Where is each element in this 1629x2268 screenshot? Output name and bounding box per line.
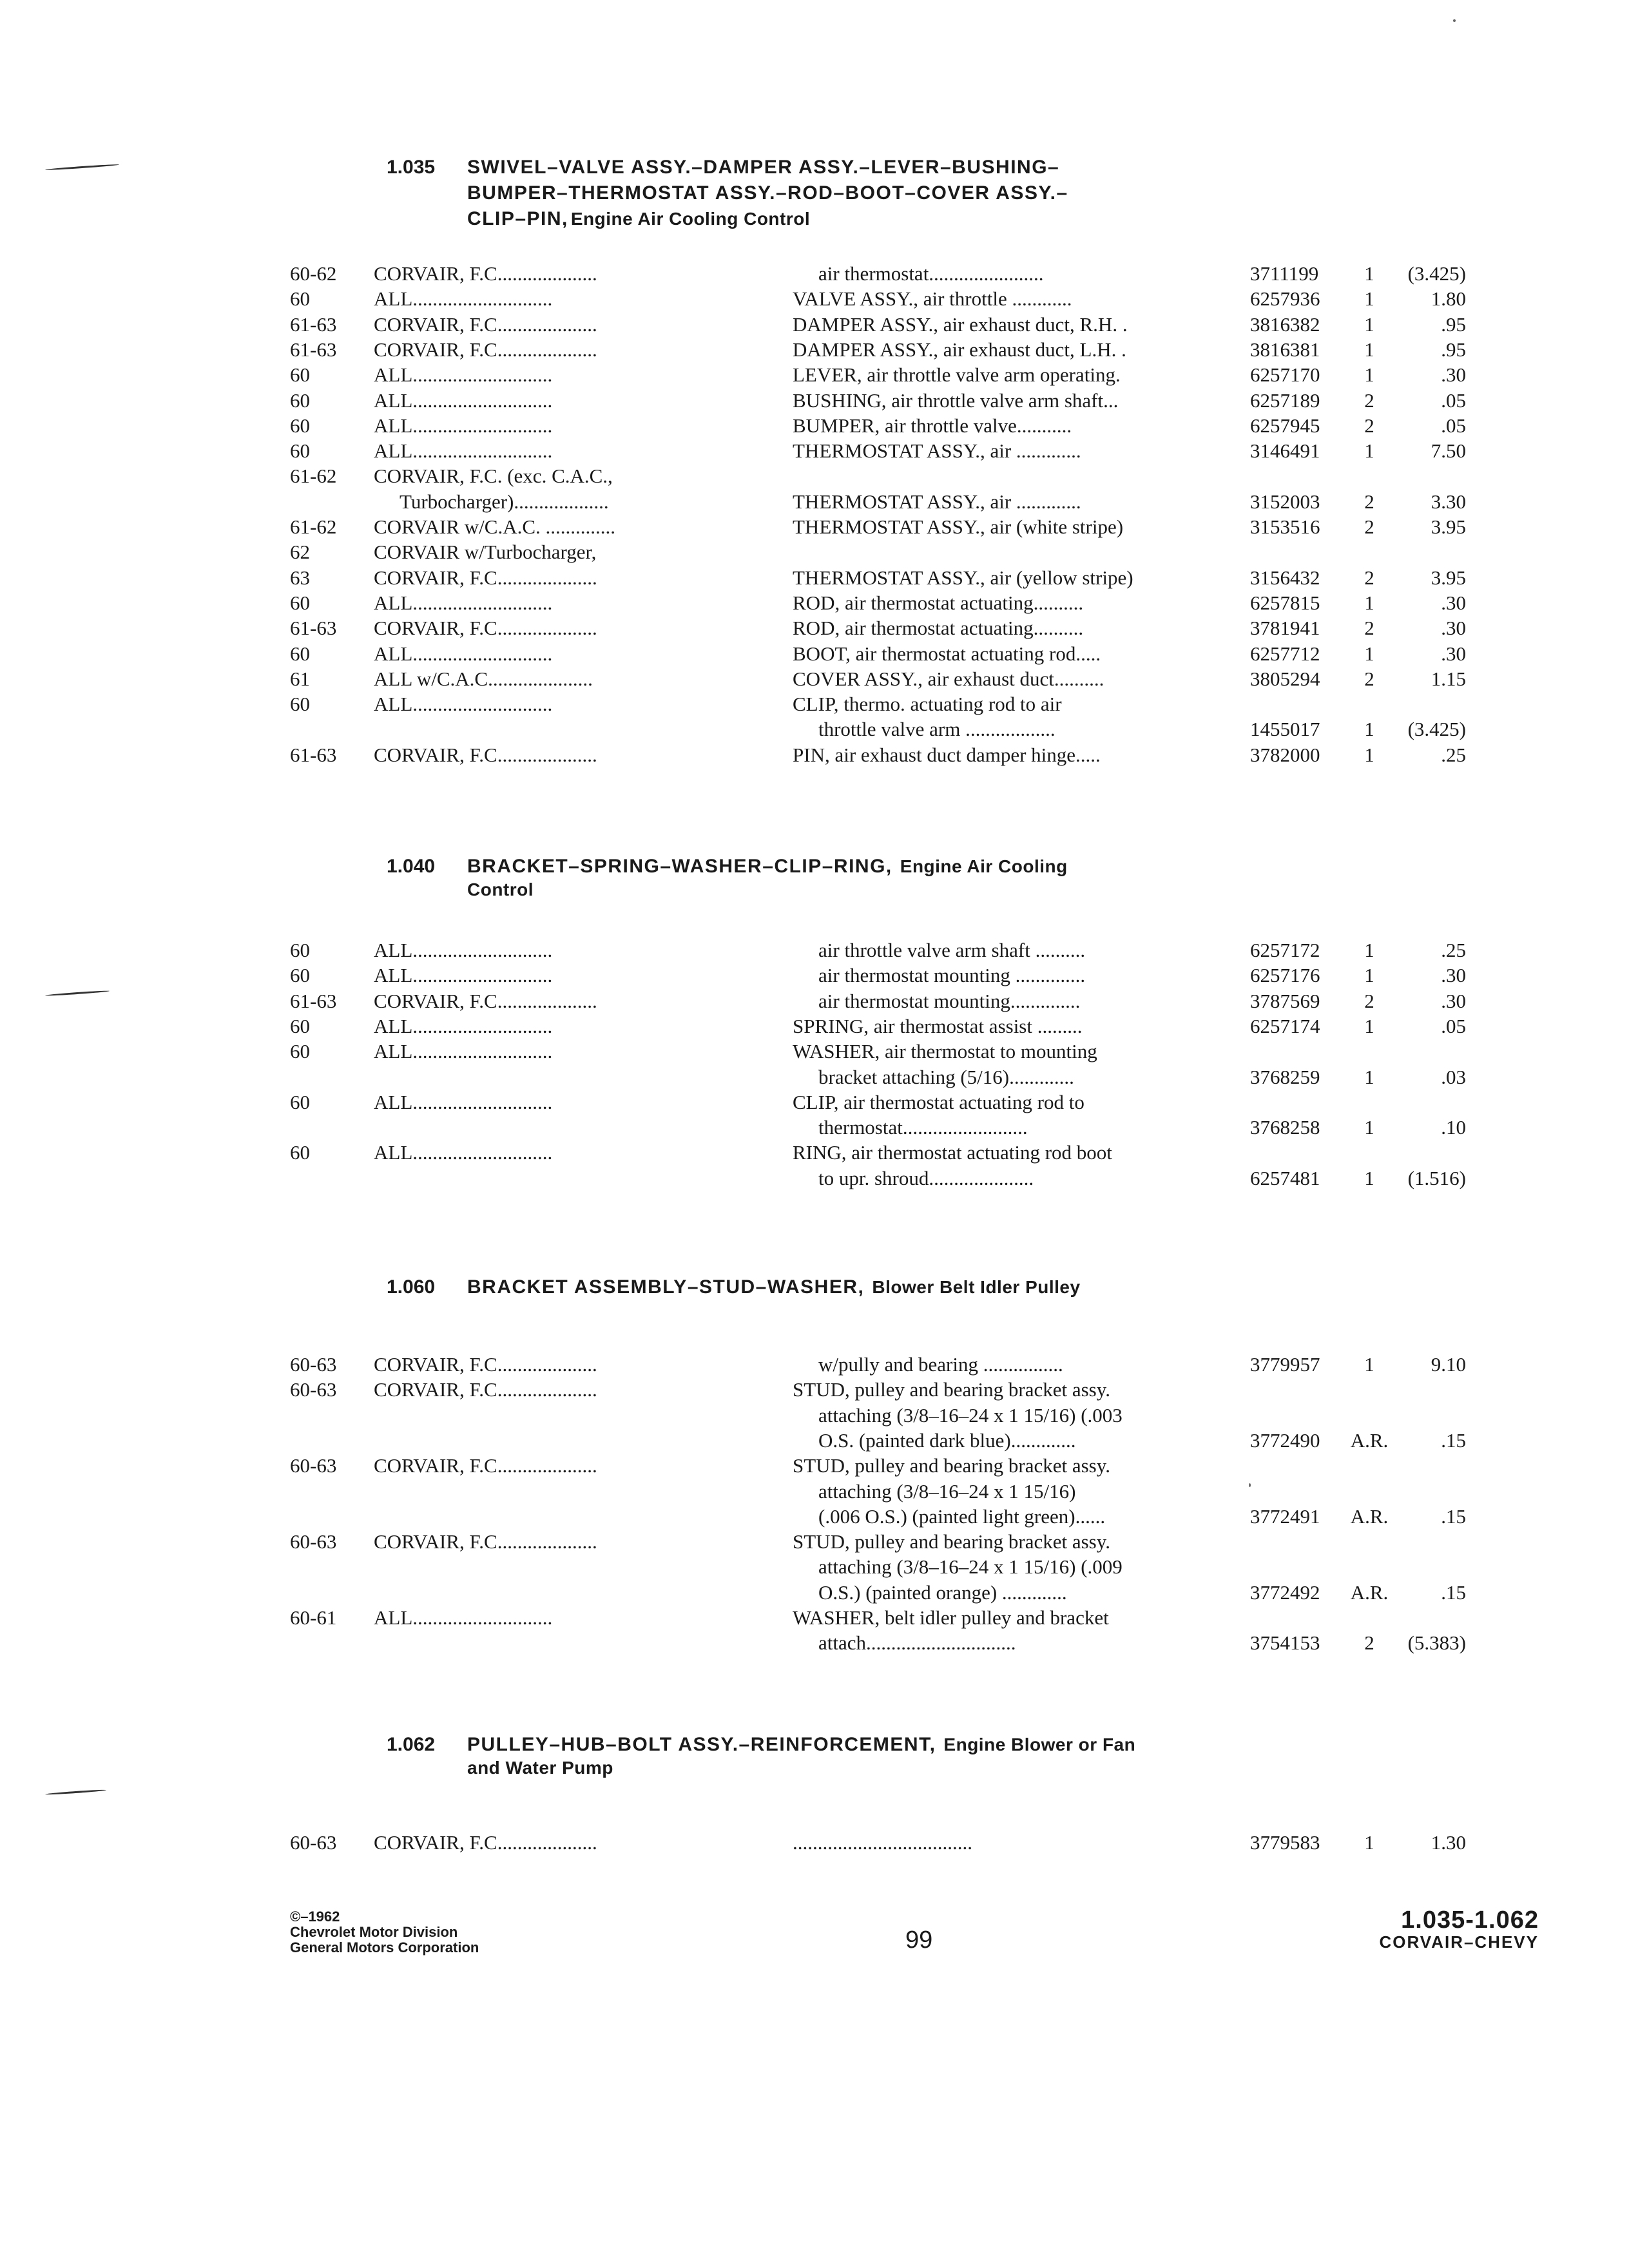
section-title-line: BRACKET ASSEMBLY–STUD–WASHER, xyxy=(467,1276,865,1298)
quantity: 1 xyxy=(1364,287,1374,311)
table-row xyxy=(0,1115,1629,1140)
section-heading-1062 xyxy=(387,1732,1418,1778)
model-year: 60 xyxy=(290,287,310,311)
quantity: 2 xyxy=(1364,515,1374,538)
section-number: 1.040 xyxy=(387,856,436,877)
table-row xyxy=(0,1377,1629,1403)
price: .30 xyxy=(1441,964,1466,987)
part-number: 3779583 xyxy=(1250,1831,1320,1854)
table-row xyxy=(0,261,1629,287)
model-year: 60-63 xyxy=(290,1454,337,1477)
model-year: 60 xyxy=(290,1014,310,1037)
table-row xyxy=(0,691,1629,717)
price: .25 xyxy=(1441,939,1466,961)
section-subtitle-cont: Control xyxy=(467,879,534,899)
model-year: 60 xyxy=(290,693,310,716)
quantity: 2 xyxy=(1364,1631,1374,1655)
table-row xyxy=(0,1064,1629,1090)
quantity: 1 xyxy=(1364,312,1374,336)
section-title-line: BRACKET–SPRING–WASHER–CLIP–RING, xyxy=(467,856,892,877)
table-row xyxy=(0,937,1629,963)
page-number: 99 xyxy=(905,1927,933,1954)
price: 1.30 xyxy=(1431,1831,1466,1854)
model-applicability: CORVAIR, F.C. (exc. C.A.C., xyxy=(374,465,613,488)
part-description: attaching (3/8–16–24 x 1 15/16) (.009 xyxy=(818,1555,1123,1579)
section-title-line: SWIVEL–VALVE ASSY.–DAMPER ASSY.–LEVER–BUSHING– xyxy=(467,157,1060,178)
part-description: attaching (3/8–16–24 x 1 15/16) xyxy=(818,1479,1076,1503)
part-description: RING, air thermostat actuating rod boot xyxy=(793,1141,1112,1164)
part-number: 6257936 xyxy=(1250,287,1320,311)
part-description: w/pully and bearing ................ xyxy=(818,1353,1063,1376)
quantity: 1 xyxy=(1364,964,1374,987)
model-applicability: CORVAIR, F.C.................... xyxy=(374,743,597,766)
section-subtitle: Engine Air Cooling Control xyxy=(570,209,811,229)
part-number: 3816382 xyxy=(1250,312,1320,336)
part-number: 6257712 xyxy=(1250,642,1320,665)
model-year: 60-63 xyxy=(290,1378,337,1401)
model-applicability: CORVAIR w/C.A.C. .............. xyxy=(374,515,616,538)
quantity: 2 xyxy=(1364,490,1374,513)
model-year: 60 xyxy=(290,1040,310,1063)
model-year: 60-62 xyxy=(290,262,337,285)
quantity: 1 xyxy=(1364,1065,1374,1088)
model-year: 60 xyxy=(290,1090,310,1113)
price: 7.50 xyxy=(1431,439,1466,463)
part-number: 3768259 xyxy=(1250,1065,1320,1088)
quantity: 1 xyxy=(1364,1014,1374,1037)
quantity: 1 xyxy=(1364,642,1374,665)
part-number: 3787569 xyxy=(1250,989,1320,1012)
table-row xyxy=(0,1014,1629,1039)
model-year: 60 xyxy=(290,439,310,463)
part-number: 3772492 xyxy=(1250,1581,1320,1604)
part-description: BUMPER, air throttle valve........... xyxy=(793,414,1072,437)
table-row xyxy=(0,988,1629,1014)
part-description: thermostat......................... xyxy=(818,1116,1028,1139)
table-row xyxy=(0,1529,1629,1555)
model-year: 61-63 xyxy=(290,338,337,361)
model-applicability: ALL............................ xyxy=(374,287,553,311)
price: .30 xyxy=(1441,989,1466,1012)
table-row xyxy=(0,615,1629,641)
model-applicability: CORVAIR, F.C.................... xyxy=(374,989,597,1012)
table-row xyxy=(0,1403,1629,1428)
quantity: 1 xyxy=(1364,363,1374,387)
model-applicability: ALL............................ xyxy=(374,693,553,716)
table-row xyxy=(0,1504,1629,1530)
part-description: throttle valve arm .................. xyxy=(818,718,1055,741)
model-year: 61 xyxy=(290,667,310,690)
table-row xyxy=(0,963,1629,988)
part-description: COVER ASSY., air exhaust duct.......... xyxy=(793,667,1104,690)
model-applicability: ALL............................ xyxy=(374,964,553,987)
quantity: 1 xyxy=(1364,1353,1374,1376)
model-year: 60-63 xyxy=(290,1831,337,1854)
part-number: 3156432 xyxy=(1250,566,1320,589)
model-year: 60 xyxy=(290,1141,310,1164)
part-number: 3816381 xyxy=(1250,338,1320,361)
price: .15 xyxy=(1441,1581,1466,1604)
model-applicability: ALL............................ xyxy=(374,1141,553,1164)
table-row xyxy=(0,1580,1629,1606)
part-number: 6257189 xyxy=(1250,389,1320,412)
model-applicability: CORVAIR, F.C.................... xyxy=(374,1530,597,1553)
table-row xyxy=(0,1428,1629,1454)
part-number: 6257170 xyxy=(1250,363,1320,387)
model-line: CORVAIR–CHEVY xyxy=(1379,1932,1539,1952)
part-description: STUD, pulley and bearing bracket assy. xyxy=(793,1530,1110,1553)
part-number: 3772491 xyxy=(1250,1504,1320,1528)
part-description: LEVER, air throttle valve arm operating. xyxy=(793,363,1121,387)
table-row xyxy=(0,539,1629,565)
model-year: 60 xyxy=(290,939,310,961)
price: (3.425) xyxy=(1407,718,1466,741)
model-applicability: ALL............................ xyxy=(374,363,553,387)
price: .05 xyxy=(1441,1014,1466,1037)
table-row xyxy=(0,337,1629,363)
quantity: 1 xyxy=(1364,338,1374,361)
model-year: 61-63 xyxy=(290,617,337,640)
part-number: 6257176 xyxy=(1250,964,1320,987)
table-row xyxy=(0,1140,1629,1166)
table-row xyxy=(0,286,1629,312)
price: .05 xyxy=(1441,389,1466,412)
table-row xyxy=(0,388,1629,414)
model-applicability: CORVAIR, F.C.................... xyxy=(374,1378,597,1401)
part-description: PIN, air exhaust duct damper hinge..... xyxy=(793,743,1101,766)
model-applicability: ALL w/C.A.C..................... xyxy=(374,667,593,690)
section-number: 1.062 xyxy=(387,1734,436,1755)
quantity: A.R. xyxy=(1350,1581,1389,1604)
part-description: STUD, pulley and bearing bracket assy. xyxy=(793,1454,1110,1477)
section-title-line: BUMPER–THERMOSTAT ASSY.–ROD–BOOT–COVER ASSY.– xyxy=(467,182,1068,204)
part-description: SPRING, air thermostat assist ......... xyxy=(793,1014,1083,1037)
margin-mark xyxy=(45,1791,106,1796)
part-number: 3754153 xyxy=(1250,1631,1320,1655)
part-number: 3146491 xyxy=(1250,439,1320,463)
model-applicability: ALL............................ xyxy=(374,1090,553,1113)
speck xyxy=(1453,19,1456,22)
price: .95 xyxy=(1441,312,1466,336)
corporation: General Motors Corporation xyxy=(290,1939,479,1956)
price: 3.30 xyxy=(1431,490,1466,513)
price: (3.425) xyxy=(1407,262,1466,285)
part-number: 3153516 xyxy=(1250,515,1320,538)
part-description: air thermostat mounting .............. xyxy=(818,964,1086,987)
section-title-line: CLIP–PIN, xyxy=(467,208,568,229)
table-row xyxy=(0,438,1629,464)
price: .95 xyxy=(1441,338,1466,361)
model-applicability: ALL............................ xyxy=(374,1606,553,1629)
model-year: 60 xyxy=(290,964,310,987)
part-description: THERMOSTAT ASSY., air (white stripe) xyxy=(793,515,1124,538)
model-year: 61-63 xyxy=(290,989,337,1012)
part-number: 3805294 xyxy=(1250,667,1320,690)
table-row xyxy=(0,463,1629,489)
quantity: 2 xyxy=(1364,389,1374,412)
price: .30 xyxy=(1441,363,1466,387)
table-row xyxy=(0,362,1629,388)
price: 3.95 xyxy=(1431,566,1466,589)
division: Chevrolet Motor Division xyxy=(290,1924,458,1940)
quantity: 1 xyxy=(1364,439,1374,463)
model-applicability: CORVAIR, F.C.................... xyxy=(374,566,597,589)
model-year: 60-61 xyxy=(290,1606,337,1629)
quantity: 1 xyxy=(1364,939,1374,961)
model-applicability: ALL............................ xyxy=(374,389,553,412)
quantity: 2 xyxy=(1364,989,1374,1012)
table-row xyxy=(0,1630,1629,1656)
part-number: 6257481 xyxy=(1250,1166,1320,1189)
quantity: 1 xyxy=(1364,1831,1374,1854)
price: .15 xyxy=(1441,1504,1466,1528)
margin-mark xyxy=(45,166,119,171)
table-row xyxy=(0,1090,1629,1115)
table-row xyxy=(0,565,1629,591)
price: .30 xyxy=(1441,617,1466,640)
quantity: 1 xyxy=(1364,591,1374,614)
section-subtitle-cont: and Water Pump xyxy=(467,1758,613,1778)
part-description: BUSHING, air throttle valve arm shaft... xyxy=(793,389,1119,412)
part-number: 6257174 xyxy=(1250,1014,1320,1037)
table-row xyxy=(0,1605,1629,1631)
part-number: 3152003 xyxy=(1250,490,1320,513)
part-number: 6257945 xyxy=(1250,414,1320,437)
quantity: 1 xyxy=(1364,743,1374,766)
part-description: DAMPER ASSY., air exhaust duct, L.H. . xyxy=(793,338,1126,361)
part-description: ROD, air thermostat actuating.......... xyxy=(793,617,1084,640)
table-row xyxy=(0,312,1629,338)
part-number: 3768258 xyxy=(1250,1116,1320,1139)
price: 3.95 xyxy=(1431,515,1466,538)
part-description: air thermostat....................... xyxy=(818,262,1044,285)
model-applicability: ALL............................ xyxy=(374,591,553,614)
model-applicability: CORVAIR, F.C.................... xyxy=(374,1454,597,1477)
copyright: ©–1962 xyxy=(290,1908,340,1925)
part-description: air throttle valve arm shaft .......... xyxy=(818,939,1086,961)
table-row xyxy=(0,1479,1629,1504)
model-applicability: CORVAIR, F.C.................... xyxy=(374,1353,597,1376)
model-applicability: CORVAIR, F.C.................... xyxy=(374,262,597,285)
quantity: 2 xyxy=(1364,667,1374,690)
part-description: (.006 O.S.) (painted light green)...... xyxy=(818,1504,1106,1528)
price: .03 xyxy=(1441,1065,1466,1088)
table-row xyxy=(0,641,1629,667)
model-applicability: CORVAIR, F.C.................... xyxy=(374,338,597,361)
section-number: 1.060 xyxy=(387,1276,436,1298)
part-description: attaching (3/8–16–24 x 1 15/16) (.003 xyxy=(818,1403,1123,1427)
price: 1.80 xyxy=(1431,287,1466,311)
part-description: WASHER, air thermostat to mounting xyxy=(793,1040,1097,1063)
price: 1.15 xyxy=(1431,667,1466,690)
table-row xyxy=(0,413,1629,439)
price: .05 xyxy=(1441,414,1466,437)
part-description: STUD, pulley and bearing bracket assy. xyxy=(793,1378,1110,1401)
quantity: 2 xyxy=(1364,414,1374,437)
quantity: 2 xyxy=(1364,617,1374,640)
quantity: 1 xyxy=(1364,718,1374,741)
model-year: 61-62 xyxy=(290,515,337,538)
section-title-line: PULLEY–HUB–BOLT ASSY.–REINFORCEMENT, xyxy=(467,1734,936,1755)
part-number: 6257172 xyxy=(1250,939,1320,961)
table-row xyxy=(0,666,1629,692)
table-row xyxy=(0,1039,1629,1064)
table-row xyxy=(0,489,1629,515)
price: .25 xyxy=(1441,743,1466,766)
part-description: bracket attaching (5/16)............. xyxy=(818,1065,1074,1088)
price: .30 xyxy=(1441,591,1466,614)
model-year: 60 xyxy=(290,363,310,387)
part-description: CLIP, air thermostat actuating rod to xyxy=(793,1090,1084,1113)
quantity: 2 xyxy=(1364,566,1374,589)
model-applicability: ALL............................ xyxy=(374,414,553,437)
model-year: 60 xyxy=(290,642,310,665)
part-description: WASHER, belt idler pulley and bracket xyxy=(793,1606,1109,1629)
model-year: 61-63 xyxy=(290,743,337,766)
price: .10 xyxy=(1441,1116,1466,1139)
section-heading-1035 xyxy=(387,155,1418,232)
model-year: 62 xyxy=(290,541,310,564)
table-row xyxy=(0,742,1629,768)
model-applicability: ALL............................ xyxy=(374,939,553,961)
model-applicability: Turbocharger)................... xyxy=(400,490,609,513)
table-row xyxy=(0,716,1629,742)
part-description: attach.............................. xyxy=(818,1631,1016,1655)
footer-section-info xyxy=(1379,1907,1539,1951)
quantity: A.R. xyxy=(1350,1428,1389,1452)
part-description: O.S. (painted dark blue)............. xyxy=(818,1428,1076,1452)
model-applicability: ALL............................ xyxy=(374,1040,553,1063)
part-description: BOOT, air thermostat actuating rod..... xyxy=(793,642,1101,665)
model-applicability: ALL............................ xyxy=(374,642,553,665)
price: .30 xyxy=(1441,642,1466,665)
table-row xyxy=(0,1352,1629,1378)
model-year: 61-63 xyxy=(290,312,337,336)
price: (1.516) xyxy=(1407,1166,1466,1189)
quantity: 1 xyxy=(1364,262,1374,285)
table-row xyxy=(0,1830,1629,1856)
part-description: .................................... xyxy=(793,1831,972,1854)
part-description: to upr. shroud..................... xyxy=(818,1166,1034,1189)
section-number: 1.035 xyxy=(387,157,436,178)
part-description: THERMOSTAT ASSY., air ............. xyxy=(793,439,1081,463)
part-description: VALVE ASSY., air throttle ............ xyxy=(793,287,1072,311)
model-applicability: CORVAIR, F.C.................... xyxy=(374,617,597,640)
section-subtitle: Engine Blower or Fan xyxy=(943,1735,1136,1754)
part-number: 3782000 xyxy=(1250,743,1320,766)
quantity: 1 xyxy=(1364,1166,1374,1189)
model-applicability: CORVAIR, F.C.................... xyxy=(374,1831,597,1854)
part-description: O.S.) (painted orange) ............. xyxy=(818,1581,1067,1604)
table-row xyxy=(0,590,1629,616)
table-row xyxy=(0,1453,1629,1479)
part-description: air thermostat mounting.............. xyxy=(818,989,1081,1012)
model-applicability: ALL............................ xyxy=(374,439,553,463)
model-year: 60-63 xyxy=(290,1530,337,1553)
price: .15 xyxy=(1441,1428,1466,1452)
section-subtitle: Blower Belt Idler Pulley xyxy=(872,1277,1081,1297)
model-year: 63 xyxy=(290,566,310,589)
part-number: 3781941 xyxy=(1250,617,1320,640)
model-applicability: CORVAIR, F.C.................... xyxy=(374,312,597,336)
footer-publisher xyxy=(290,1909,479,1956)
model-year: 61-62 xyxy=(290,465,337,488)
part-description: THERMOSTAT ASSY., air (yellow stripe) xyxy=(793,566,1133,589)
quantity: 1 xyxy=(1364,1116,1374,1139)
model-year: 60-63 xyxy=(290,1353,337,1376)
part-number: 3772490 xyxy=(1250,1428,1320,1452)
section-subtitle: Engine Air Cooling xyxy=(900,856,1068,876)
part-description: THERMOSTAT ASSY., air ............. xyxy=(793,490,1081,513)
part-number: 6257815 xyxy=(1250,591,1320,614)
table-row xyxy=(0,514,1629,540)
part-number: 3779957 xyxy=(1250,1353,1320,1376)
model-applicability: CORVAIR w/Turbocharger, xyxy=(374,541,597,564)
section-range: 1.035-1.062 xyxy=(1401,1907,1539,1934)
part-number: 1455017 xyxy=(1250,718,1320,741)
model-year: 60 xyxy=(290,389,310,412)
model-applicability: ALL............................ xyxy=(374,1014,553,1037)
quantity: A.R. xyxy=(1350,1504,1389,1528)
table-row xyxy=(0,1554,1629,1580)
table-row xyxy=(0,1166,1629,1191)
section-heading-1060 xyxy=(387,1274,1418,1300)
price: 9.10 xyxy=(1431,1353,1466,1376)
price: (5.383) xyxy=(1407,1631,1466,1655)
part-description: DAMPER ASSY., air exhaust duct, R.H. . xyxy=(793,312,1128,336)
part-description: CLIP, thermo. actuating rod to air xyxy=(793,693,1062,716)
part-number: 3711199 xyxy=(1250,262,1319,285)
model-year: 60 xyxy=(290,591,310,614)
part-description: ROD, air thermostat actuating.......... xyxy=(793,591,1084,614)
section-heading-1040 xyxy=(387,854,1418,900)
model-year: 60 xyxy=(290,414,310,437)
